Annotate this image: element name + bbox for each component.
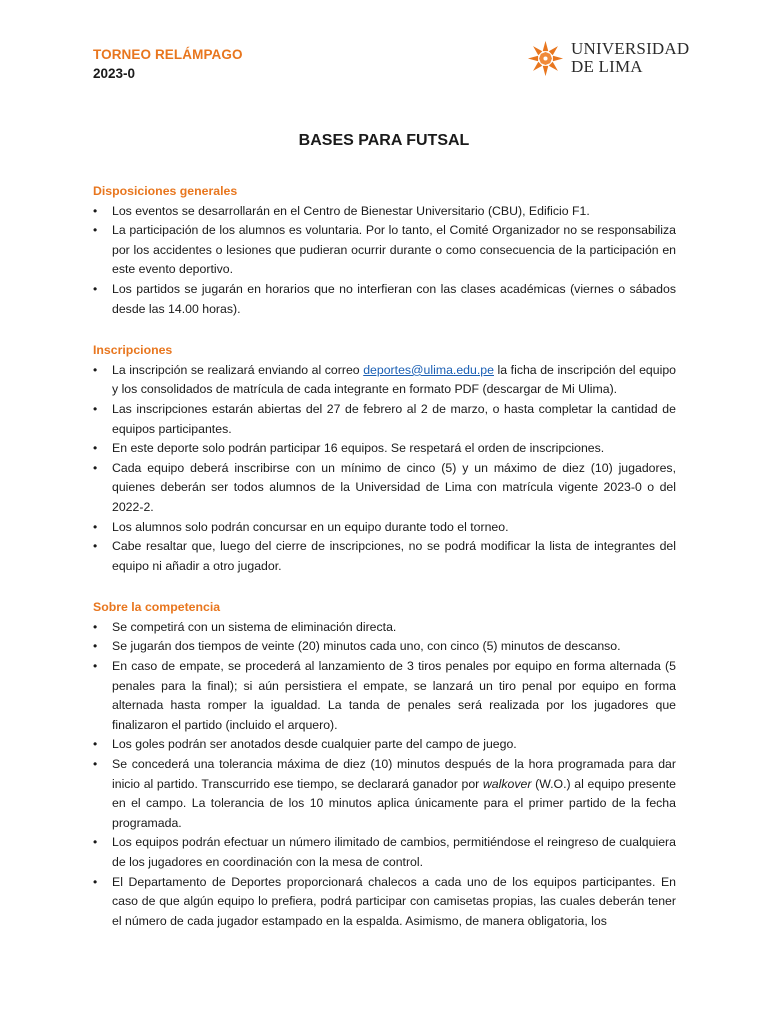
bullet-list bbox=[93, 618, 676, 932]
tournament-year: 2023-0 bbox=[93, 66, 136, 81]
section-title: Disposiciones generales bbox=[93, 184, 238, 198]
email-link[interactable]: deportes@ulima.edu.pe bbox=[363, 362, 494, 377]
list-item: • Los eventos se desarrollarán en el Centro de Bienestar Universitario (CBU), Edificio F1. bbox=[93, 202, 676, 222]
list-item: • Los goles podrán ser anotados desde cualquier parte del campo de juego. bbox=[93, 735, 676, 755]
list-item: • En caso de empate, se procederá al lanzamiento de 3 tiros penales por equipo en forma alternada (5 penales para la final); si aún persistiera el empate, se lanzará un tiro penal por equipo en forma alternada hasta romper la igualdad. La tanda de penales será realizada por los jugadores que finalizaron el partido (incluido el arquero). bbox=[93, 657, 676, 735]
list-item: • Cada equipo deberá inscribirse con un mínimo de cinco (5) y un máximo de diez (10) jugadores, quienes deberán ser todos alumnos de la Universidad de Lima con matrícula vigente 2023-0 o del 2022-2. bbox=[93, 459, 676, 518]
sunburst-logo-icon bbox=[527, 40, 564, 77]
section-competition bbox=[93, 598, 676, 931]
list-item: • Los equipos podrán efectuar un número ilimitado de cambios, permitiéndose el reingreso de cualquiera de los jugadores en coordinación con la mesa de control. bbox=[93, 833, 676, 872]
document-title: BASES PARA FUTSAL bbox=[298, 132, 470, 149]
list-item: • Las inscripciones estarán abiertas del 27 de febrero al 2 de marzo, o hasta completar la cantidad de equipos participantes. bbox=[93, 400, 676, 439]
list-item: • Los alumnos solo podrán concursar en un equipo durante todo el torneo. bbox=[93, 518, 676, 538]
list-item: • Cabe resaltar que, luego del cierre de inscripciones, no se podrá modificar la lista de integrantes del equipo ni añadir a otro jugador. bbox=[93, 537, 676, 576]
document-body bbox=[93, 182, 676, 953]
list-item: • Se jugarán dos tiempos de veinte (20) minutos cada uno, con cinco (5) minutos de descanso. bbox=[93, 637, 676, 657]
tournament-name: TORNEO RELÁMPAGO bbox=[93, 47, 243, 62]
section-general bbox=[93, 182, 676, 319]
list-item: • El Departamento de Deportes proporcionará chalecos a cada uno de los equipos participantes. En caso de que algún equipo lo prefiera, podrá participar con camisetas propias, las cuales deberán tener el número de cada jugador estampado en la espalda. Asimismo, de manera obligatoria, los bbox=[93, 873, 676, 932]
list-item: • La inscripción se realizará enviando al correo deportes@ulima.edu.pe la ficha de inscripción del equipo y los consolidados de matrícula de cada integrante en formato PDF (descargar de Mi Ulima). bbox=[93, 361, 676, 400]
list-item: • Se competirá con un sistema de eliminación directa. bbox=[93, 618, 676, 638]
section-title: Sobre la competencia bbox=[93, 600, 221, 615]
bullet-list bbox=[93, 361, 676, 577]
section-registration bbox=[93, 341, 676, 576]
section-title: Inscripciones bbox=[93, 343, 173, 358]
list-item: • Se concederá una tolerancia máxima de diez (10) minutos después de la hora programada para dar inicio al partido. Transcurrido ese tiempo, se declarará ganador por walkover (W.O.) al equipo presente en el campo. La tolerancia de los 10 minutos aplica únicamente para el primer partido de la fecha programada. bbox=[93, 755, 676, 833]
document-header bbox=[93, 47, 243, 81]
list-item: • La participación de los alumnos es voluntaria. Por lo tanto, el Comité Organizador no se responsabiliza por los accidentes o lesiones que pudieran ocurrir durante o como consecuencia de la participación en este evento deportivo. bbox=[93, 221, 676, 280]
list-item: • En este deporte solo podrán participar 16 equipos. Se respetará el orden de inscripciones. bbox=[93, 439, 676, 459]
bullet-list bbox=[93, 202, 676, 320]
logo-wordmark: UNIVERSIDAD DE LIMA bbox=[571, 39, 690, 76]
university-logo bbox=[527, 36, 693, 80]
walkover-term: walkover bbox=[482, 776, 532, 791]
list-item: • Los partidos se jugarán en horarios que no interfieran con las clases académicas (viernes o sábados desde las 14.00 horas). bbox=[93, 280, 676, 319]
